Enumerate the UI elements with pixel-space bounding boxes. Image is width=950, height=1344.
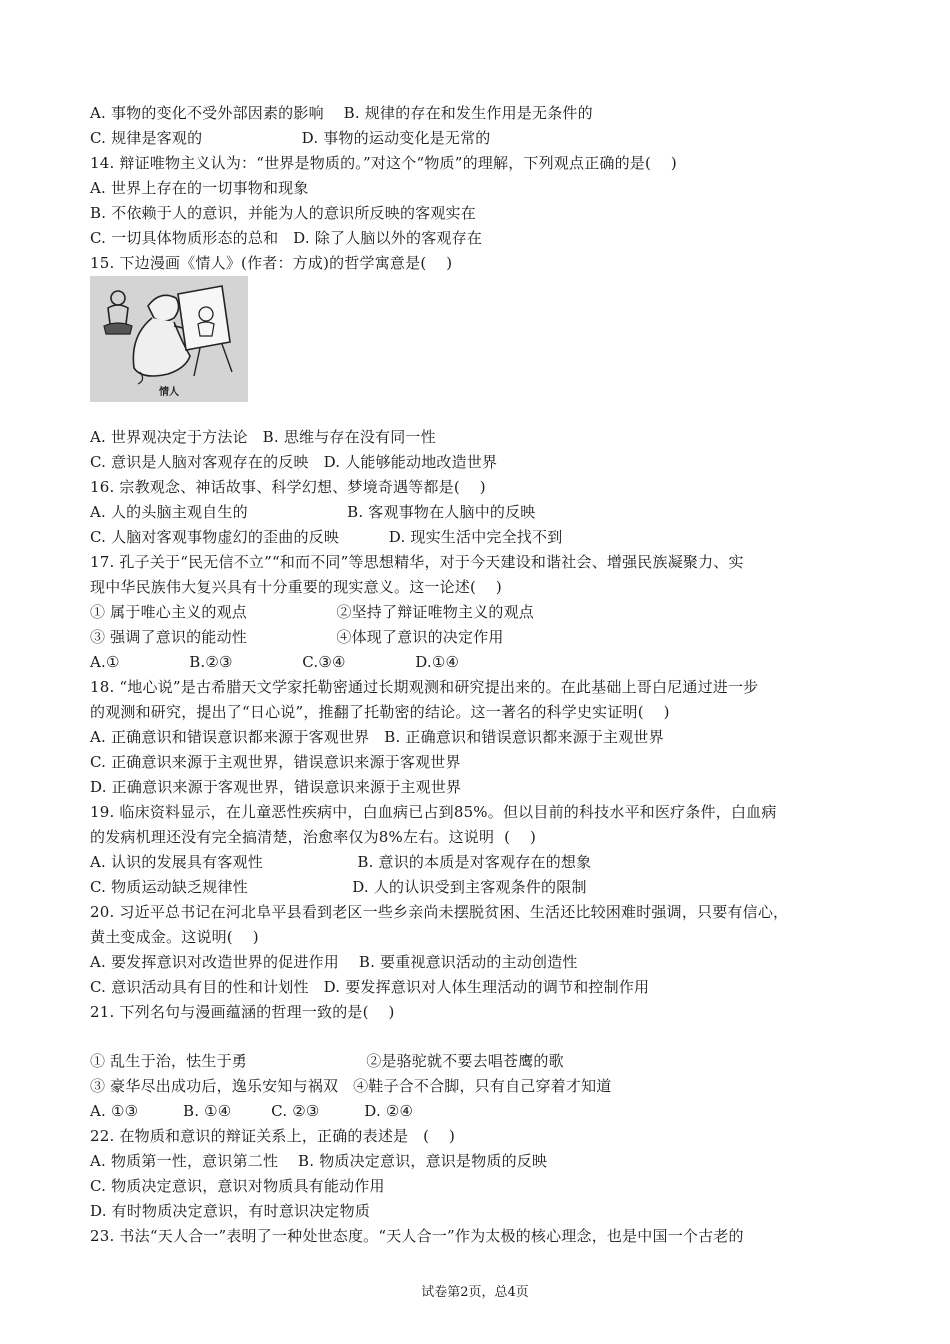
cartoon-caption: 情人 <box>159 387 179 398</box>
statement-17-34: ③ 强调了意识的能动性 ④体现了意识的决定作用 <box>90 628 504 646</box>
question-17-line2: 现中华民族伟大复兴具有十分重要的现实意义。这一论述( ) <box>90 578 502 596</box>
option-14-a: A. 世界上存在的一切事物和现象 <box>90 179 309 197</box>
option-20-cd: C. 意识活动具有目的性和计划性 D. 要发挥意识对人体生理活动的调节和控制作用 <box>90 978 650 996</box>
option-14-b: B. 不依赖于人的意识，并能为人的意识所反映的客观实在 <box>90 204 476 222</box>
question-21: 21. 下列名句与漫画蕴涵的哲理一致的是( ) <box>90 1003 395 1021</box>
option-20-ab: A. 要发挥意识对改造世界的促进作用 B. 要重视意识活动的主动创造性 <box>90 953 578 971</box>
options-21: A. ①③ B. ①④ C. ②③ D. ②④ <box>90 1102 414 1120</box>
option-14-cd: C. 一切具体物质形态的总和 D. 除了人脑以外的客观存在 <box>90 229 483 247</box>
options-17: A.① B.②③ C.③④ D.①④ <box>90 653 460 671</box>
option-16-ab: A. 人的头脑主观自生的 B. 客观事物在人脑中的反映 <box>90 503 536 521</box>
option-18-d: D. 正确意识来源于客观世界，错误意识来源于主观世界 <box>90 778 462 796</box>
option-22-d: D. 有时物质决定意识，有时意识决定物质 <box>90 1202 371 1220</box>
option-line-13-cd: C. 规律是客观的 D. 事物的运动变化是无常的 <box>90 129 491 147</box>
question-22: 22. 在物质和意识的辩证关系上，正确的表述是 ( ) <box>90 1127 456 1145</box>
statement-17-12: ① 属于唯心主义的观点 ②坚持了辩证唯物主义的观点 <box>90 603 534 621</box>
cartoon-lover-image <box>90 276 248 402</box>
option-line-13-ab: A. 事物的变化不受外部因素的影响 B. 规律的存在和发生作用是无条件的 <box>90 104 593 122</box>
question-14: 14. 辩证唯物主义认为：“世界是物质的。”对这个“物质”的理解，下列观点正确的是( ) <box>90 154 677 172</box>
question-17-line1: 17. 孔子关于“民无信不立”“和而不同”等思想精华，对于今天建设和谐社会、增强民族凝聚力、实 <box>90 553 744 571</box>
statement-21-34: ③ 豪华尽出成功后，逸乐安知与祸双 ④鞋子合不合脚，只有自己穿着才知道 <box>90 1077 612 1095</box>
option-22-c: C. 物质决定意识，意识对物质具有能动作用 <box>90 1177 385 1195</box>
option-15-cd: C. 意识是人脑对客观存在的反映 D. 人能够能动地改造世界 <box>90 453 498 471</box>
option-16-cd: C. 人脑对客观事物虚幻的歪曲的反映 D. 现实生活中完全找不到 <box>90 528 563 546</box>
question-19-line1: 19. 临床资料显示，在儿童恶性疾病中，白血病已占到85%。但以目前的科技水平和医疗条件，白血病 <box>90 803 777 821</box>
question-20-line2: 黄土变成金。这说明( ) <box>90 928 259 946</box>
option-22-ab: A. 物质第一性，意识第二性 B. 物质决定意识，意识是物质的反映 <box>90 1152 548 1170</box>
question-15: 15. 下边漫画《情人》(作者：方成)的哲学寓意是( ) <box>90 254 453 272</box>
option-18-ab: A. 正确意识和错误意识都来源于客观世界 B. 正确意识和错误意识都来源于主观世界 <box>90 728 664 746</box>
option-18-c: C. 正确意识来源于主观世界，错误意识来源于客观世界 <box>90 753 461 771</box>
page-footer: 试卷第2页，总4页 <box>421 1285 529 1300</box>
option-19-cd: C. 物质运动缺乏规律性 D. 人的认识受到主客观条件的限制 <box>90 878 587 896</box>
question-23-line1: 23. 书法“天人合一”表明了一种处世态度。“天人合一”作为太极的核心理念，也是中国一个古老的 <box>90 1227 744 1245</box>
question-19-line2: 的发病机理还没有完全搞清楚，治愈率仅为8%左右。这说明 ( ) <box>90 828 537 846</box>
question-18-line1: 18. “地心说”是古希腊天文学家托勒密通过长期观测和研究提出来的。在此基础上哥白尼通过进一步 <box>90 678 759 696</box>
statement-21-12: ① 乱生于治，怯生于勇 ②是骆驼就不要去唱苍鹰的歌 <box>90 1052 564 1070</box>
option-19-ab: A. 认识的发展具有客观性 B. 意识的本质是对客观存在的想象 <box>90 853 592 871</box>
question-18-line2: 的观测和研究，提出了“日心说”，推翻了托勒密的结论。这一著名的科学史实证明( ) <box>90 703 670 721</box>
option-15-ab: A. 世界观决定于方法论 B. 思维与存在没有同一性 <box>90 428 436 446</box>
question-20-line1: 20. 习近平总书记在河北阜平县看到老区一些乡亲尚未摆脱贫困、生活还比较困难时强调，只要有信心， <box>90 903 789 921</box>
question-16: 16. 宗教观念、神话故事、科学幻想、梦境奇遇等都是( ) <box>90 478 486 496</box>
